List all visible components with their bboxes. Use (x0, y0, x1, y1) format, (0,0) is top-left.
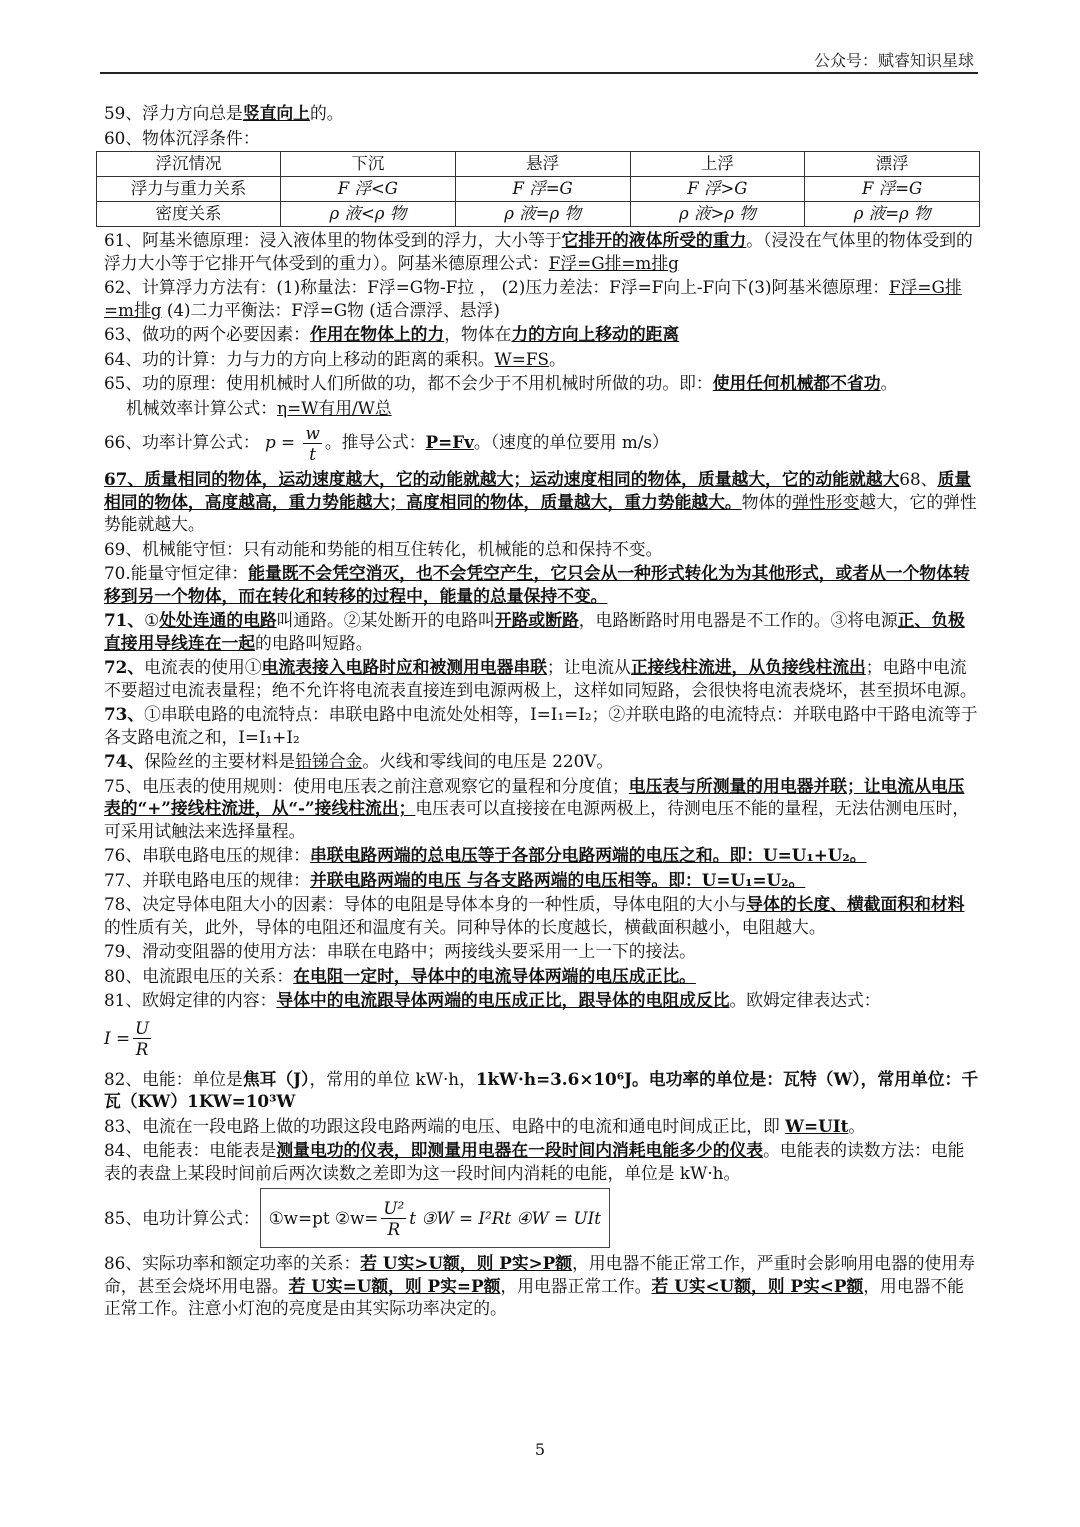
item-67-68: 67、质量相同的物体，运动速度越大，它的动能就越大；运动速度相同的物体，质量越大，它的动能就越大68、质量相同的物体，高度越高，重力势能越大；高度相同的物体，质量越大，重力势能越大。物体的弹性形变越大，它的弹性势能就越大。 (104, 469, 977, 534)
table-cell: F 浮=G (805, 177, 980, 202)
item-71: 71、①处处连通的电路叫通路。②某处断开的电路叫开路或断路，电路断路时用电器是不工作的。③将电源正、负极直接用导线连在一起的电路叫短路。 (104, 610, 965, 653)
item-76: 76、串联电路电压的规律：串联电路两端的总电压等于各部分电路两端的电压之和。即：U=U₁+U₂。 (104, 845, 867, 865)
table-cell: ρ 液=ρ 物 (455, 202, 630, 227)
document-body (104, 102, 980, 1322)
item-79: 79、滑动变阻器的使用方法：串联在电路中；两接线头要采用一上一下的接法。 (104, 941, 696, 961)
ohm-fraction: $\frac{U}{R}$ (135, 1018, 150, 1059)
electric-work-formula-box: ①w=pt ②w= $\frac{\text{U²}}{R}$ t ③W = I²Rt ④W = UIt (260, 1188, 610, 1248)
item-73: 73、①串联电路的电流特点：串联电路中电流处处相等，I=I₁=I₂；②并联电路的电流特点：并联电路中干路电流等于各支路电流之和，I=I₁+I₂ (104, 704, 978, 747)
item-66: 66、功率计算公式： p = $\frac{w}{t}$ 。推导公式：P=Fv。（速度的单位要用 m/s） (104, 423, 669, 464)
table-cell: 密度关系 (97, 202, 281, 227)
item-86: 86、实际功率和额定功率的关系：若 U实>U额，则 P实>P额，用电器不能正常工作，严重时会影响用电器的使用寿命，甚至会烧坏用电器。若 U实=U额，则 P实=P额，用电器正常工作。若 U实<U额，则 P实<P额，用电器不能正常工作。注意小灯泡的亮度是由其实际功率决定的。 (104, 1253, 975, 1318)
power-fraction: $\frac{w}{t}$ (305, 423, 320, 464)
item-61: 61、阿基米德原理：浸入液体里的物体受到的浮力，大小等于它排开的液体所受的重力。（浸没在气体里的物体受到的浮力大小等于它排开气体受到的重力）。阿基米德原理公式：F浮=G排=m排g (104, 230, 973, 273)
table-cell: F 浮<G (281, 177, 456, 202)
item-62: 62、计算浮力方法有：(1)称量法：F浮=G物-F拉 ， (2)压力差法：F浮=F向上-F向下(3)阿基米德原理：F浮=G排=m排g (4)二力平衡法：F浮=G物 (适合漂浮、悬浮) (104, 277, 962, 320)
table-cell: 浮力与重力关系 (97, 177, 281, 202)
item-85: 85、电功计算公式： ①w=pt ②w= $\frac{\text{U²}}{R}$ t ③W = I²Rt ④W = UIt (104, 1188, 980, 1248)
item-74: 74、保险丝的主要材料是铅锑合金。火线和零线间的电压是 220V。 (104, 751, 614, 771)
table-cell: 漂浮 (805, 152, 980, 177)
table-cell: 悬浮 (455, 152, 630, 177)
table-cell: F 浮=G (455, 177, 630, 202)
item-63: 63、做功的两个必要因素：作用在物体上的力，物体在力的方向上移动的距离 (104, 324, 680, 344)
ohm-law-formula: I = $\frac{U}{R}$ (104, 1018, 150, 1059)
page-number: 5 (534, 1440, 546, 1459)
item-84: 84、电能表：电能表是测量电功的仪表，即测量用电器在一段时间内消耗电能多少的仪表。电能表的读数方法：电能表的表盘上某段时间前后两次读数之差即为这一段时间内消耗的电能，单位是 kW·h。 (104, 1140, 965, 1183)
page-header (100, 46, 978, 74)
item-75: 75、电压表的使用规则：使用电压表之前注意观察它的量程和分度值；电压表与所测量的用电器并联；让电流从电压表的“+”接线柱流进，从“-”接线柱流出；电压表可以直接接在电源两极上，待测电压不能的量程，无法估测电压时，可采用试触法来选择量程。 (104, 775, 970, 841)
table-cell: F 浮>G (630, 177, 805, 202)
buoyancy-table (96, 151, 980, 227)
item-69: 69、机械能守恒：只有动能和势能的相互住转化，机械能的总和保持不变。 (104, 538, 663, 559)
item-60: 60、物体沉浮条件： (104, 127, 260, 148)
table-cell: 浮沉情况 (97, 152, 281, 177)
item-80: 80、电流跟电压的关系：在电阻一定时，导体中的电流导体两端的电压成正比。 (104, 965, 696, 986)
item-72: 72、电流表的使用①电流表接入电路时应和被测用电器串联；让电流从正接线柱流进，从负接线柱流出；电路中电流不要超过电流表量程；绝不允许将电流表直接连到电源两极上，这样如同短路，会很快将电流表烧坏，甚至损坏电源。 (104, 657, 977, 700)
item-65: 65、功的原理：使用机械时人们所做的功，都不会少于不用机械时所做的功。即：使用任何机械都不省功。 (104, 373, 898, 393)
item-64: 64、功的计算：力与力的方向上移动的距离的乘积。W=FS。 (104, 348, 566, 369)
table-cell: ρ 液>ρ 物 (630, 202, 805, 227)
work-fraction: $\frac{\text{U²}}{R}$ (383, 1197, 405, 1239)
item-59: 59、浮力方向总是竖直向上的。 (104, 103, 344, 123)
item-65-efficiency: 机械效率计算公式：η=W有用/W总 (126, 397, 392, 418)
item-82: 82、电能：单位是焦耳（J），常用的单位 kW·h，1kW·h=3.6×10⁶J。电功率的单位是：瓦特（W），常用单位：千瓦（KW）1KW=10³W (104, 1068, 979, 1111)
table-row (97, 202, 980, 227)
table-cell: ρ 液=ρ 物 (805, 202, 980, 227)
item-81: 81、欧姆定律的内容：导体中的电流跟导体两端的电压成正比，跟导体的电阻成反比。欧姆定律表达式： (104, 990, 881, 1010)
header-brand: 公众号：赋睿知识星球 (813, 51, 974, 70)
table-cell: 上浮 (630, 152, 805, 177)
table-header-row (97, 152, 980, 177)
table-cell: ρ 液<ρ 物 (281, 202, 456, 227)
item-70: 70.能量守恒定律：能量既不会凭空消灭，也不会凭空产生，它只会从一种形式转化为为其他形式，或者从一个物体转移到另一个物体，而在转化和转移的过程中，能量的总量保持不变。 (104, 563, 970, 606)
item-77: 77、并联电路电压的规律：并联电路两端的电压 与各支路两端的电压相等。即：U=U₁=U₂。 (104, 869, 806, 890)
table-row (97, 177, 980, 202)
table-cell: 下沉 (281, 152, 456, 177)
item-78: 78、决定导体电阻大小的因素：导体的电阻是导体本身的一种性质，导体电阻的大小与导体的长度、横截面积和材料的性质有关，此外，导体的电阻还和温度有关。同种导体的长度越长，横截面积越小，电阻越大。 (104, 894, 965, 937)
item-83: 83、电流在一段电路上做的功跟这段电路两端的电压、电路中的电流和通电时间成正比，即 W=UIt。 (104, 1115, 866, 1136)
